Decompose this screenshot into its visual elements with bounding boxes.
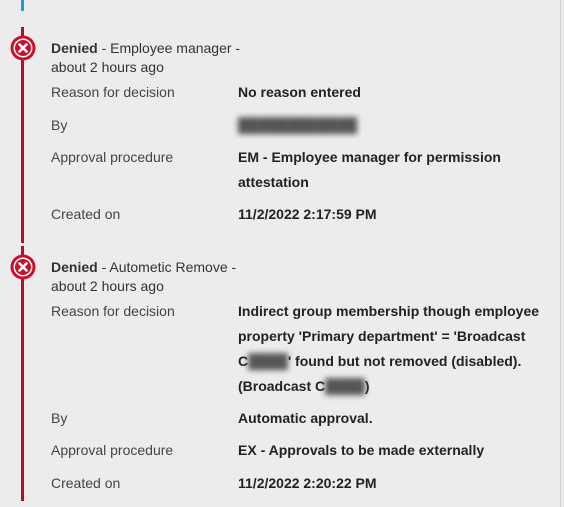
approval-procedure-label: Approval procedure	[51, 442, 174, 458]
by-label: By	[51, 117, 68, 133]
event-source: Employee manager -	[110, 40, 241, 56]
redacted-text: ████	[325, 378, 365, 394]
reason-line: ' found but not removed (disabled).	[287, 353, 522, 369]
reason-line: (Broadcast C	[238, 378, 326, 394]
by-value-redacted	[238, 116, 548, 135]
procedure-text: - Employee manager for permission attestation	[238, 149, 501, 190]
redacted-name: ████████████	[238, 117, 358, 133]
denied-close-icon	[10, 35, 36, 61]
scroll-edge	[560, 0, 561, 507]
reason-line: Indirect group membership though employee	[238, 303, 540, 319]
reason-value	[238, 299, 548, 399]
by-label: By	[51, 410, 68, 426]
timeline-line	[21, 246, 24, 501]
reason-line: property 'Primary department' = 'Broadcast	[238, 328, 526, 344]
reason-value: No reason entered	[238, 84, 361, 100]
procedure-code: EX	[238, 442, 257, 458]
approval-procedure-value	[238, 145, 548, 195]
denied-close-icon	[10, 254, 36, 280]
reason-label: Reason for decision	[51, 84, 175, 100]
procedure-text: - Approvals to be made externally	[256, 442, 485, 458]
created-on-label: Created on	[51, 475, 121, 491]
reason-line: )	[364, 378, 370, 394]
approval-procedure-value	[238, 441, 548, 460]
event-title	[51, 258, 251, 296]
approval-procedure-label: Approval procedure	[51, 149, 174, 165]
title-separator: -	[97, 40, 111, 56]
status-label: Denied	[51, 259, 98, 275]
procedure-code: EM	[238, 149, 259, 165]
created-on-value: 11/2/2022 2:20:22 PM	[238, 475, 377, 491]
event-source: Autometic Remove -	[109, 259, 237, 275]
timeline-top-accent	[21, 0, 24, 11]
title-separator: -	[97, 259, 110, 275]
event-title	[51, 39, 251, 77]
event-time: about 2 hours ago	[51, 278, 164, 294]
by-value: Automatic approval.	[238, 410, 373, 426]
reason-label: Reason for decision	[51, 303, 175, 319]
status-label: Denied	[51, 40, 98, 56]
event-time: about 2 hours ago	[51, 59, 164, 75]
redacted-text: ████	[248, 353, 288, 369]
reason-line: C	[238, 353, 249, 369]
created-on-value: 11/2/2022 2:17:59 PM	[238, 206, 377, 222]
created-on-label: Created on	[51, 206, 121, 222]
